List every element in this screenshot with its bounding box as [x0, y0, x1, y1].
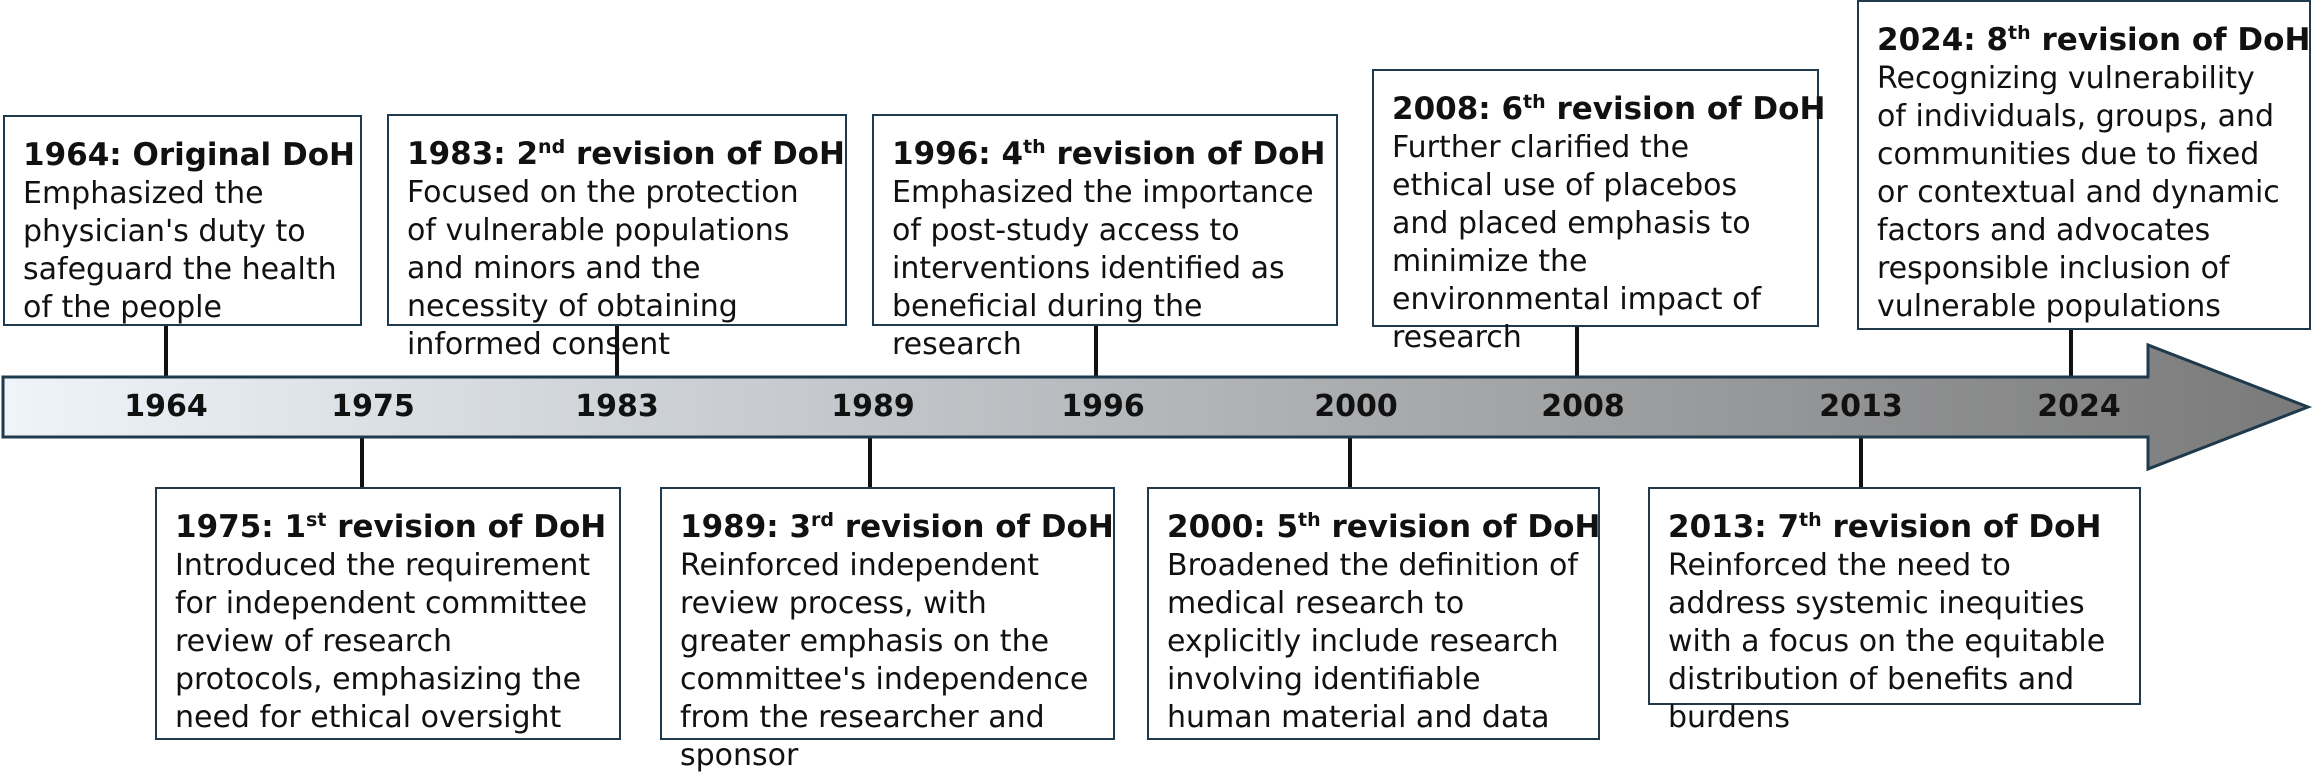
event-title: 2000: 5th revision of DoH: [1167, 509, 1601, 545]
event-box-1964: [3, 115, 362, 326]
event-title: 1975: 1st revision of DoH: [175, 509, 607, 545]
event-box-2008: [1372, 69, 1826, 355]
event-description: Recognizing vulnerability of individuals, groups, and communities due to fixed or contextual and dynamic factors and advocates responsible inclusion of vulnerable populations: [1877, 61, 2280, 324]
event-title: 2008: 6th revision of DoH: [1392, 91, 1826, 127]
event-title: 2024: 8th revision of DoH: [1877, 22, 2311, 58]
event-description: Reinforced the need to address systemic inequities with a focus on the equitable distribution of benefits and burdens: [1668, 548, 2106, 735]
event-description: Introduced the requirement for independent committee review of research protocols, emphasizing the need for ethical oversight: [175, 548, 591, 735]
year-label-1975: 1975: [331, 389, 415, 424]
event-title: 1996: 4th revision of DoH: [892, 136, 1326, 172]
year-label-1983: 1983: [575, 389, 659, 424]
year-label-2008: 2008: [1541, 389, 1625, 424]
event-description: Broadened the definition of medical research to explicitly include research involving identifiable human material and data: [1167, 548, 1578, 735]
event-description: Reinforced independent review process, with greater emphasis on the committee's independence from the researcher and sponsor: [680, 548, 1089, 773]
event-description: Emphasized the physician's duty to safeguard the health of the people: [23, 176, 337, 325]
event-title: 1983: 2nd revision of DoH: [407, 136, 845, 172]
event-title: 1989: 3rd revision of DoH: [680, 509, 1114, 545]
year-label-2024: 2024: [2037, 389, 2121, 424]
event-title: 1964: Original DoH: [23, 137, 355, 173]
event-description: Emphasized the importance of post-study access to interventions identified as beneficial during the research: [892, 175, 1314, 362]
event-box-1989: [660, 487, 1115, 773]
event-box-2000: [1147, 487, 1600, 740]
event-box-2013: [1648, 487, 2141, 735]
event-description: Further clarified the ethical use of placebos and placed emphasis to minimize the environmental impact of research: [1392, 130, 1762, 355]
year-label-1996: 1996: [1061, 389, 1145, 424]
year-label-2000: 2000: [1314, 389, 1398, 424]
event-description: Focused on the protection of vulnerable populations and minors and the necessity of obtaining informed consent: [407, 175, 799, 362]
year-label-1989: 1989: [831, 389, 915, 424]
event-box-1996: [872, 114, 1338, 362]
event-title: 2013: 7th revision of DoH: [1668, 509, 2102, 545]
event-box-2024: [1857, 0, 2311, 330]
year-label-1964: 1964: [124, 389, 208, 424]
event-box-1983: [387, 114, 847, 362]
year-label-2013: 2013: [1819, 389, 1903, 424]
event-box-1975: [155, 487, 621, 740]
